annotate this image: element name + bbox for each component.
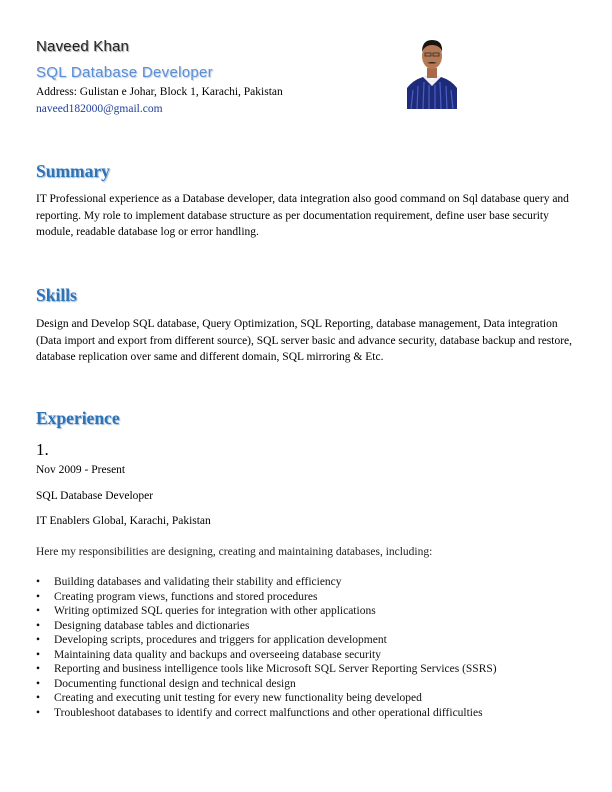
list-item: • Creating program views, functions and stored procedures <box>36 590 318 603</box>
candidate-name: Naveed Khan <box>36 38 130 55</box>
list-item: • Documenting functional design and technical design <box>36 677 296 690</box>
email-link[interactable]: naveed182000@gmail.com <box>36 103 163 115</box>
list-item: • Reporting and business intelligence tools like Microsoft SQL Server Reporting Services (SSRS) <box>36 663 497 675</box>
address-line: Address: Gulistan e Johar, Block 1, Karachi, Pakistan <box>36 86 283 98</box>
experience-number: 1. <box>36 440 49 459</box>
skills-text: Design and Develop SQL database, Query Optimization, SQL Reporting, database management, Data integration (Data import and export from different source), SQL server basic and advance security, database backup and restore, database replication over same and different domain, SQL mirroring & Etc. <box>36 318 573 363</box>
list-item: • Troubleshoot databases to identify and correct malfunctions and other operational difficulties <box>36 706 483 719</box>
experience-title: SQL Database Developer <box>36 490 154 502</box>
list-item: • Maintaining data quality and backups and overseeing database security <box>36 648 382 661</box>
bullet-icon: • <box>36 648 41 661</box>
candidate-role: SQL Database Developer <box>36 64 213 81</box>
bullet-icon: • <box>36 663 41 675</box>
experience-company: IT Enablers Global, Karachi, Pakistan <box>36 515 211 527</box>
experience-heading: Experience <box>36 408 120 428</box>
bullet-icon: • <box>36 619 41 632</box>
bullet-icon: • <box>36 706 41 719</box>
list-item: • Writing optimized SQL queries for integration with other applications <box>36 605 376 617</box>
bullet-icon: • <box>36 605 41 617</box>
responsibilities-list <box>36 575 497 720</box>
experience-intro: Here my responsibilities are designing, creating and maintaining databases, including: <box>36 546 433 558</box>
bullet-icon: • <box>36 576 41 588</box>
summary-text: IT Professional experience as a Database developer, data integration also good command on Sql database query and reporting. My role to implement database structure as per documentation requirement, define user base security module, readable database log or error handling. <box>36 193 569 238</box>
list-item: • Designing database tables and dictionaries <box>36 619 250 632</box>
bullet-icon: • <box>36 634 41 646</box>
skills-heading: Skills <box>36 285 77 305</box>
profile-photo <box>407 30 457 109</box>
list-item: • Building databases and validating their stability and efficiency <box>36 576 342 588</box>
bullet-icon: • <box>36 677 41 690</box>
experience-period: Nov 2009 - Present <box>36 464 126 476</box>
list-item: • Creating and executing unit testing for every new functionality being developed <box>36 692 422 704</box>
summary-heading: Summary <box>36 161 110 181</box>
bullet-icon: • <box>36 590 41 603</box>
list-item: • Developing scripts, procedures and triggers for application development <box>36 634 387 646</box>
bullet-icon: • <box>36 692 41 704</box>
